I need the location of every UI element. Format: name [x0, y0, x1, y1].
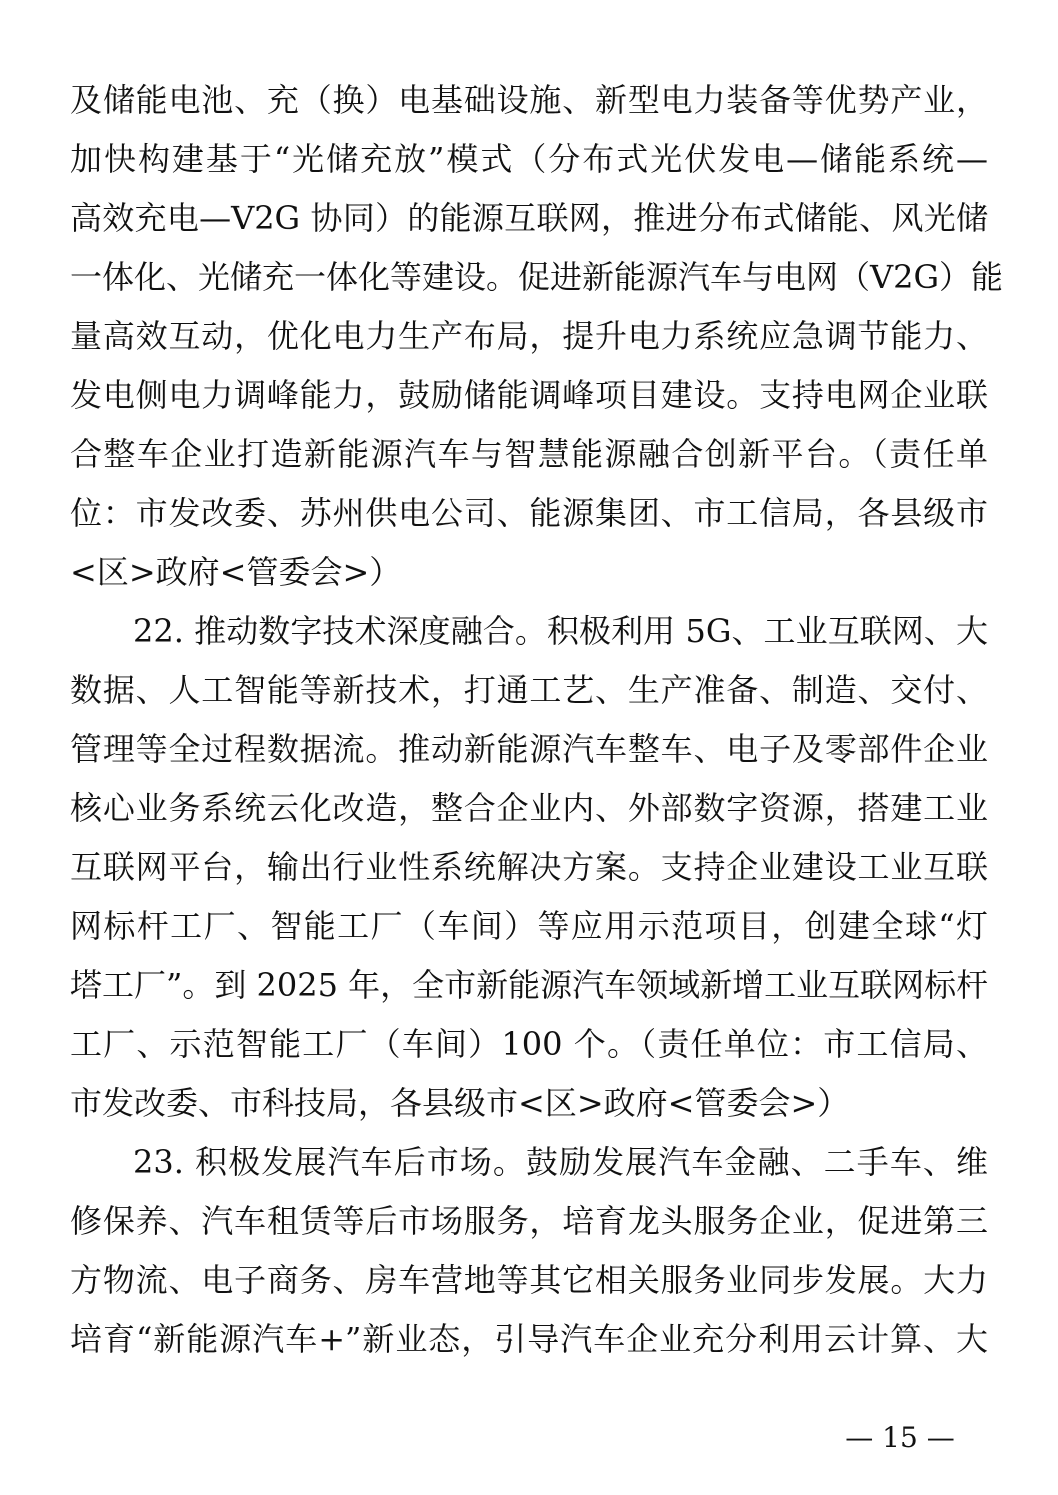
page-number: — 15 — — [845, 1421, 955, 1454]
text-line: 核心业务系统云化改造，整合企业内、外部数字资源，搭建工业 — [70, 789, 988, 827]
text-line: 网标杆工厂、智能工厂（车间）等应用示范项目，创建全球“灯 — [70, 907, 988, 945]
text-line: 市发改委、市科技局，各县级市<区>政府<管委会>） — [70, 1084, 850, 1122]
text-line: 一体化、光储充一体化等建设。促进新能源汽车与电网（V2G）能 — [70, 258, 1004, 296]
text-line: 方物流、电子商务、房车营地等其它相关服务业同步发展。大力 — [70, 1261, 988, 1299]
text-line: 加快构建基于“光储充放”模式（分布式光伏发电—储能系统— — [70, 140, 988, 178]
paragraph-22-heading-line: 22. 推动数字技术深度融合。积极利用 5G、工业互联网、大 — [133, 612, 988, 650]
text-line: <区>政府<管委会>） — [70, 553, 402, 591]
text-line: 数据、人工智能等新技术，打通工艺、生产准备、制造、交付、 — [70, 671, 988, 709]
text-line: 塔工厂”。到 2025 年，全市新能源汽车领域新增工业互联网标杆 — [70, 966, 989, 1004]
text-line: 及储能电池、充（换）电基础设施、新型电力装备等优势产业， — [70, 81, 988, 119]
paragraph-23-heading-line: 23. 积极发展汽车后市场。鼓励发展汽车金融、二手车、维 — [133, 1143, 988, 1181]
text-line: 管理等全过程数据流。推动新能源汽车整车、电子及零部件企业 — [70, 730, 988, 768]
text-line: 位：市发改委、苏州供电公司、能源集团、市工信局，各县级市 — [70, 494, 988, 532]
text-line: 合整车企业打造新能源汽车与智慧能源融合创新平台。（责任单 — [70, 435, 988, 473]
text-line: 培育“新能源汽车+”新业态，引导汽车企业充分利用云计算、大 — [70, 1320, 988, 1358]
text-line: 修保养、汽车租赁等后市场服务，培育龙头服务企业，促进第三 — [70, 1202, 988, 1240]
text-line: 量高效互动，优化电力生产布局，提升电力系统应急调节能力、 — [70, 317, 988, 355]
text-line: 工厂、示范智能工厂（车间）100 个。（责任单位：市工信局、 — [70, 1025, 988, 1063]
text-line: 发电侧电力调峰能力，鼓励储能调峰项目建设。支持电网企业联 — [70, 376, 988, 414]
text-line: 互联网平台，输出行业性系统解决方案。支持企业建设工业互联 — [70, 848, 988, 886]
text-line: 高效充电—V2G 协同）的能源互联网，推进分布式储能、风光储 — [70, 199, 988, 237]
